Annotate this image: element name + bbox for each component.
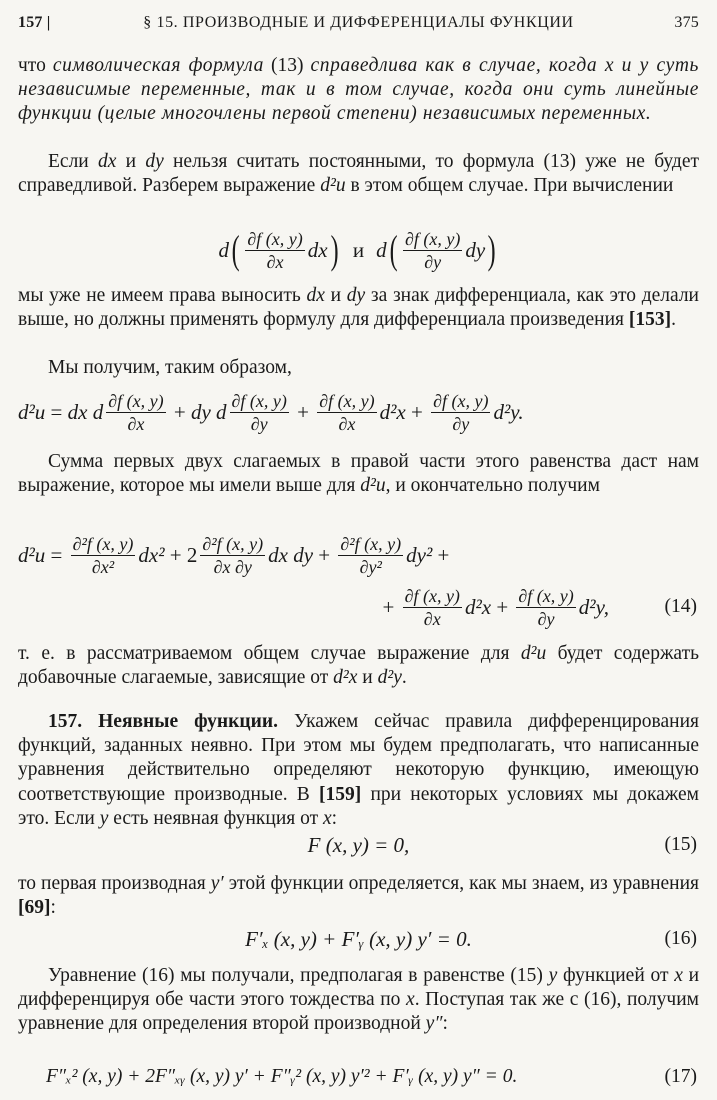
emphasis: справедлива как в случае, когда x и y суть независимые переменные, так и в том случае, когда они суть линейные функции (целые многочлены первой степени) независимых переменных.	[18, 55, 699, 125]
text: при некоторых условиях мы докажем это. Если	[18, 783, 699, 829]
paragraph-5	[18, 450, 699, 498]
text: мы уже не имеем права выносить	[18, 285, 307, 306]
paragraph-4	[18, 356, 699, 380]
fraction	[338, 534, 403, 577]
denominator: ∂y	[424, 251, 442, 272]
denominator: ∂y	[452, 413, 470, 434]
fraction	[230, 391, 289, 434]
text: Уравнение (16) мы получали, предполагая в равенстве (15)	[48, 965, 549, 986]
math: d²u	[18, 399, 46, 424]
formula-14-line-1: d²u = $\frac{\text{∂²f (x, y)}}{\text{∂x²}}$ dx² + 2 $\frac{\text{∂²f (x, y)}}{\partial x \partial y}$ dx dy + $\frac{\text{∂²f (x, y)}}{\text{∂y²}}$ dy² +	[18, 533, 450, 577]
reference: [159]	[319, 783, 362, 805]
fraction	[71, 534, 136, 577]
text: и	[357, 667, 378, 689]
math: F (x, y) = 0,	[307, 832, 410, 857]
text: будет содержать добавочные слагаемые, зависящие от	[18, 643, 700, 689]
text: то первая производная	[18, 873, 211, 894]
coefficient: 2	[186, 542, 198, 567]
numerator: ∂f (x, y)	[433, 390, 489, 411]
text: . Поступая так же с (16), получим уравнение для определения второй производной	[18, 989, 699, 1035]
section-tag: 157 |	[18, 14, 51, 31]
fraction	[200, 534, 265, 577]
math: dy d	[190, 399, 227, 424]
math: dx	[307, 237, 328, 262]
math-x: x	[322, 807, 332, 829]
math-d2y: d²y	[377, 667, 402, 689]
reference: [69]	[18, 897, 51, 919]
text: Мы получим, таким образом,	[48, 357, 292, 378]
formula-differentials: d ( $\frac{\partial f (x, y)}{\partial x}$ dx ) и d ( $\frac{\partial f (x, y)}{\partial y}$ dy )	[218, 227, 496, 272]
numerator: ∂²f (x, y)	[72, 533, 134, 554]
math-d2u: d²u	[320, 175, 346, 197]
text: :	[50, 897, 56, 919]
equation-number: (17)	[664, 1066, 697, 1087]
numerator: ∂²f (x, y)	[340, 533, 402, 554]
math: dx²	[138, 542, 165, 567]
math-x: x	[406, 989, 415, 1011]
denominator: ∂y	[250, 413, 268, 434]
formula-16	[18, 924, 699, 954]
denominator: ∂y²	[359, 556, 382, 577]
math-dy: dy	[346, 285, 366, 306]
numerator: ∂f (x, y)	[518, 585, 574, 606]
section-heading: 157. Неявные функции.	[48, 711, 278, 732]
math-y: y	[548, 965, 558, 986]
paragraph-6	[18, 642, 699, 690]
running-header	[18, 10, 699, 38]
paragraph-7	[18, 710, 699, 831]
fraction	[317, 391, 376, 434]
text: Если	[48, 151, 98, 172]
math-y-prime: y′	[210, 873, 224, 894]
denominator: ∂x	[423, 608, 441, 629]
math-y: y	[99, 807, 109, 829]
text: и дифференцируя обе части этого тождества по	[18, 965, 700, 1011]
text: что	[18, 55, 53, 76]
paragraph-9	[18, 964, 699, 1037]
fraction	[403, 229, 462, 272]
math: dy	[465, 237, 486, 262]
paragraph-2	[18, 150, 699, 198]
paragraph-3	[18, 284, 699, 332]
math-dy: dy	[145, 151, 164, 172]
formula-14-line-2: + $\frac{\partial f (x, y)}{\partial x}$ d²x + $\frac{\partial f (x, y)}{\partial y}$ d²y, (14)	[382, 585, 697, 629]
equation-number: (16)	[664, 928, 697, 949]
equation-number: (15)	[664, 834, 697, 855]
math-d2u: d²u	[520, 643, 547, 664]
math: dy²	[406, 542, 433, 567]
page-number: 375	[674, 14, 699, 31]
math: d²x	[464, 594, 492, 619]
text: .	[671, 309, 677, 331]
denominator: ∂x²	[91, 556, 115, 577]
formula-17	[18, 1062, 699, 1092]
denominator: ∂x	[338, 413, 356, 434]
numerator: ∂f (x, y)	[319, 390, 375, 411]
chapter-title: § 15. ПРОИЗВОДНЫЕ И ДИФФЕРЕНЦИАЛЫ ФУНКЦИИ	[143, 14, 574, 31]
math: dx dy	[268, 542, 314, 567]
text: (13)	[263, 55, 311, 76]
math: dx d	[67, 399, 104, 424]
text: Сумма первых двух слагаемых в правой части этого равенства даст нам выражение, которое мы имели выше для	[18, 451, 699, 497]
math: d²y.	[493, 399, 524, 424]
text: в этом общем случае. При вычислении	[345, 175, 674, 197]
numerator: ∂f (x, y)	[247, 228, 303, 249]
math: d²u	[18, 542, 46, 567]
text: нельзя считать постоянными, то формула (13) уже не будет справедливой. Разберем выражение	[18, 151, 700, 197]
equation-number: (14)	[664, 596, 697, 617]
denominator: ∂x	[266, 251, 284, 272]
numerator: ∂f (x, y)	[404, 228, 461, 249]
conjunction: и	[352, 237, 365, 262]
math-d2x: d²x	[333, 667, 358, 689]
math-x: x	[674, 965, 683, 986]
text: т. е. в рассматриваемом общем случае выражение для	[18, 643, 521, 664]
numerator: ∂²f (x, y)	[202, 533, 264, 554]
math: F′ₓ (x, y) + F′ᵧ (x, y) y′ = 0.	[245, 926, 472, 951]
text: Укажем сейчас правила дифференцирования функций, заданных неявно. При этом мы будем предполагать, что написанные уравнения действительно определяют некоторую функцию, имеющую соответствующие производные. В	[18, 711, 700, 805]
math: d²y,	[578, 594, 609, 619]
denominator: ∂x	[127, 413, 145, 434]
text: и	[324, 285, 347, 306]
emphasis: символическая формула	[52, 55, 264, 76]
text: , и окончательно получим	[385, 475, 600, 497]
formula-15	[18, 830, 699, 860]
math-dx: dx	[97, 151, 117, 172]
text: .	[401, 667, 407, 689]
text: за знак дифференциала, как это делали выше, но должны применять формулу для дифференциала произведения	[18, 285, 699, 331]
paragraph-1	[18, 54, 699, 127]
reference: [153]	[628, 309, 672, 331]
numerator: ∂f (x, y)	[108, 390, 164, 411]
math: d	[376, 237, 387, 262]
formula-second-differential: d²u = dx d $\frac{\partial f (x, y)}{\partial x}$ + dy d $\frac{\partial f (x, y)}{\partial y}$ + $\frac{\partial f (x, y)}{\partial x}$ d²x + $\frac{\partial f (x, y)}{\partial y}$ d²y.	[18, 390, 524, 434]
text: функцией от	[557, 965, 675, 986]
text: :	[331, 807, 338, 829]
fraction	[106, 391, 165, 434]
denominator: ∂x ∂y	[213, 556, 252, 577]
text: этой функции определяется, как мы знаем, из уравнения	[223, 873, 700, 894]
fraction	[431, 391, 490, 434]
fraction	[403, 586, 462, 629]
numerator: ∂f (x, y)	[231, 390, 287, 411]
math-y-double-prime: y″	[425, 1013, 443, 1035]
math: d²x	[379, 399, 406, 424]
denominator: ∂y	[537, 608, 555, 629]
math-d2u: d²u	[360, 475, 386, 497]
numerator: ∂f (x, y)	[404, 585, 460, 606]
fraction	[516, 586, 575, 629]
paragraph-8	[18, 872, 699, 920]
math: F″ₓ² (x, y) + 2F″ₓᵧ (x, y) y′ + F″ᵧ² (x, y) y′² + F′ᵧ (x, y) y″ = 0.	[46, 1066, 518, 1087]
math: d	[218, 237, 230, 262]
fraction	[245, 229, 304, 272]
text: есть неявная функция от	[108, 807, 323, 829]
math-dx: dx	[306, 285, 325, 306]
text: :	[442, 1013, 448, 1035]
text: и	[116, 151, 146, 172]
